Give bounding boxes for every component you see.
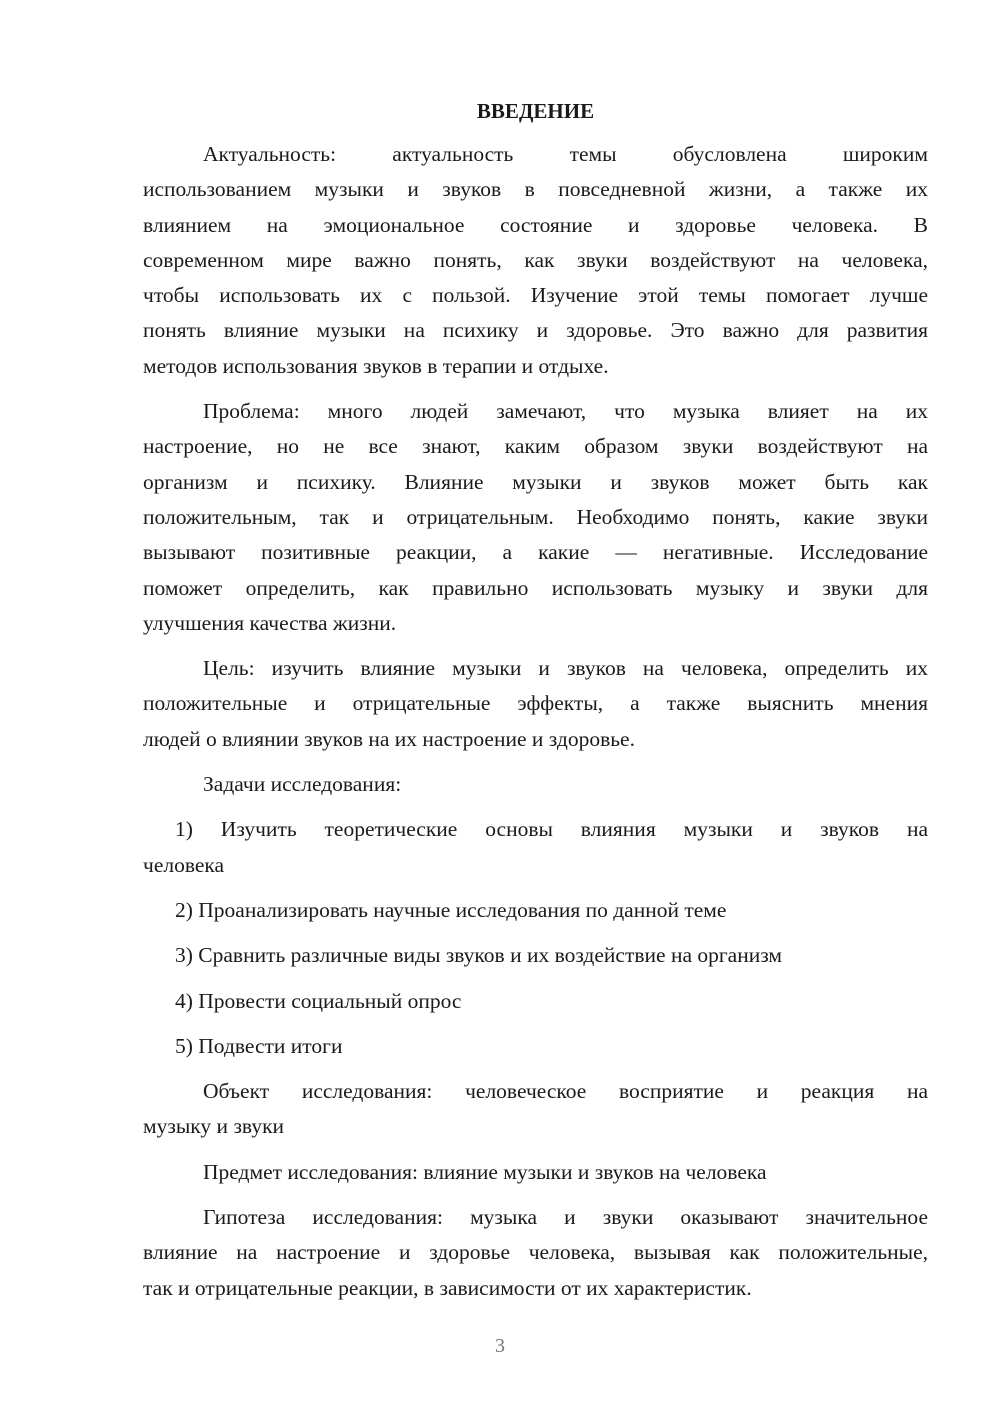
paragraph-goal: [143, 651, 928, 757]
text-line: Объект исследования: человеческое восприятие и реакция на: [203, 1079, 928, 1104]
text-line: 5) Подвести итоги: [175, 1033, 343, 1058]
text-line: понять влияние музыки на психику и здоровье. Это важно для развития: [143, 318, 928, 343]
paragraph-problem: [143, 394, 928, 641]
paragraph-subject: [143, 1155, 928, 1190]
paragraph-hypothesis: [143, 1200, 928, 1306]
text-line: чтобы использовать их с пользой. Изучение этой темы помогает лучше: [143, 283, 928, 308]
task-item-5: [143, 1029, 928, 1064]
text-line: современном мире важно понять, как звуки воздействуют на человека,: [143, 247, 928, 272]
text-line: Задачи исследования:: [203, 772, 402, 797]
text-line: Гипотеза исследования: музыка и звуки оказывают значительное: [203, 1205, 928, 1230]
paragraph-tasks-heading: [143, 767, 928, 802]
text-line: методов использования звуков в терапии и отдыхе.: [143, 353, 609, 378]
text-line: улучшения качества жизни.: [143, 610, 397, 635]
text-line: 1) Изучить теоретические основы влияния музыки и звуков на: [175, 817, 928, 842]
text-line: поможет определить, как правильно использовать музыку и звуки для: [143, 575, 928, 600]
text-line: Проблема: много людей замечают, что музыка влияет на их: [203, 399, 928, 424]
text-line: человека: [143, 852, 225, 877]
text-line: 3) Сравнить различные виды звуков и их воздействие на организм: [175, 943, 783, 968]
text-line: вызывают позитивные реакции, а какие — негативные. Исследование: [143, 540, 928, 565]
text-line: положительным, так и отрицательным. Необходимо понять, какие звуки: [143, 504, 928, 529]
text-line: влиянием на эмоциональное состояние и здоровье человека. В: [143, 212, 928, 237]
text-line: 2) Проанализировать научные исследования по данной теме: [175, 897, 727, 922]
paragraph-relevance: [143, 137, 928, 384]
text-line: Цель: изучить влияние музыки и звуков на человека, определить их: [203, 656, 928, 681]
text-line: организм и психику. Влияние музыки и звуков может быть как: [143, 469, 928, 494]
text-line: так и отрицательные реакции, в зависимости от их характеристик.: [143, 1275, 752, 1300]
text-line: музыку и звуки: [143, 1114, 285, 1139]
task-item-2: [143, 893, 928, 928]
text-line: 4) Провести социальный опрос: [175, 988, 462, 1013]
task-item-3: [143, 938, 928, 973]
page-number: 3: [495, 1335, 505, 1357]
paragraph-object: [143, 1074, 928, 1145]
section-title: ВВЕДЕНИЕ: [476, 99, 595, 123]
text-line: настроение, но не все знают, каким образом звуки воздействуют на: [143, 434, 928, 459]
text-line: положительные и отрицательные эффекты, а также выяснить мнения: [143, 691, 928, 716]
document-page: [143, 92, 928, 1316]
task-item-4: [143, 984, 928, 1019]
text-line: влияние на настроение и здоровье человека, вызывая как положительные,: [143, 1240, 928, 1265]
task-item-1: [143, 812, 928, 883]
text-line: людей о влиянии звуков на их настроение и здоровье.: [143, 726, 635, 751]
text-line: Предмет исследования: влияние музыки и звуков на человека: [203, 1159, 767, 1184]
text-line: использованием музыки и звуков в повседневной жизни, а также их: [143, 177, 928, 202]
text-line: Актуальность: актуальность темы обусловлена широким: [203, 142, 928, 166]
